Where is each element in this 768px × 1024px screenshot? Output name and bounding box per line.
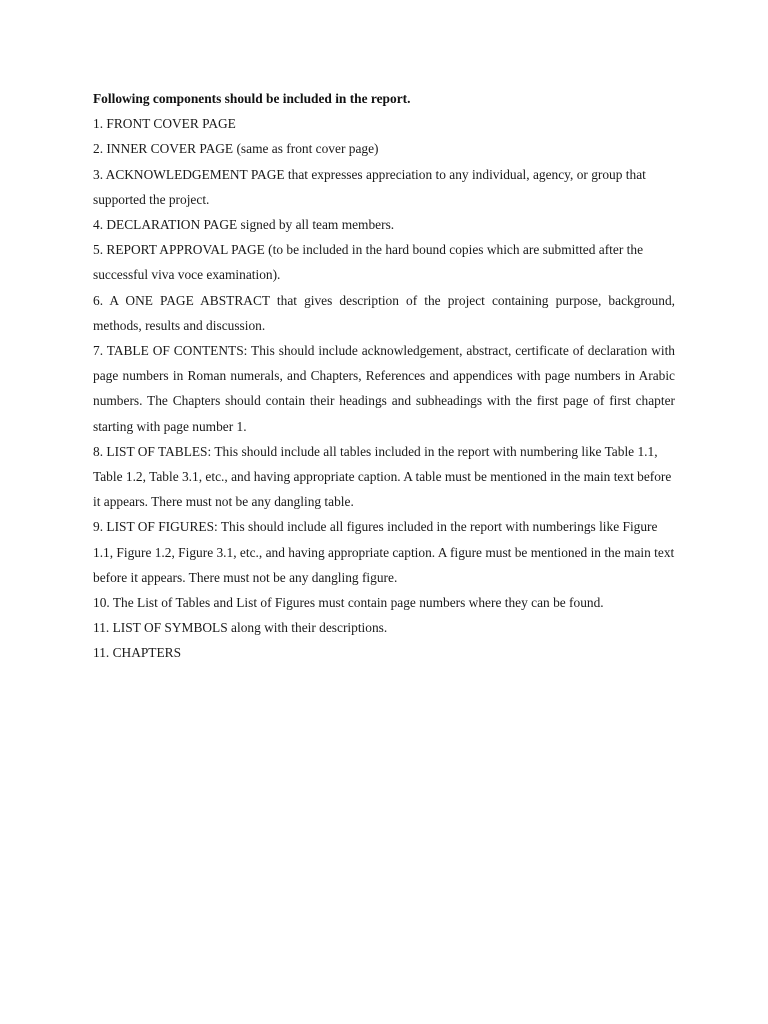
list-item-page-numbers: 10. The List of Tables and List of Figures must contain page numbers where they can be found. xyxy=(93,595,604,611)
list-item-list-of-figures: 9. LIST OF FIGURES: This should include all figures included in the report with numberings like Figure 1.1, Figure 1.2, Figure 3.1, etc., and having appropriate caption. A figure must be mentioned in the main text before it appears. There must not be any dangling figure. xyxy=(93,519,675,585)
list-item-list-of-tables: 8. LIST OF TABLES: This should include all tables included in the report with numbering like Table 1.1, Table 1.2, Table 3.1, etc., and having appropriate caption. A table must be mentioned in the main text before it appears. There must not be any dangling table. xyxy=(93,443,672,510)
list-item-table-of-contents: 7. TABLE OF CONTENTS: This should include acknowledgement, abstract, certificate of declaration with page numbers in Roman numerals, and Chapters, References and appendices with page numbers in Arabic numbers. The Chapters should contain their headings and subheadings with the first page of first chapter starting with page number 1. xyxy=(93,343,675,434)
list-item-acknowledgement: 3. ACKNOWLEDGEMENT PAGE that expresses appreciation to any individual, agency, or group that supported the project. xyxy=(93,166,646,207)
list-item-abstract: 6. A ONE PAGE ABSTRACT that gives description of the project containing purpose, background, methods, results and discussion. xyxy=(93,292,675,333)
list-item-report-approval: 5. REPORT APPROVAL PAGE (to be included in the hard bound copies which are submitted after the successful viva voce examination). xyxy=(93,242,644,283)
list-item-inner-cover: 2. INNER COVER PAGE (same as front cover page) xyxy=(93,141,379,157)
list-item-front-cover: 1. FRONT COVER PAGE xyxy=(93,116,236,132)
document-heading: Following components should be included in the report. xyxy=(93,91,411,106)
list-item-declaration: 4. DECLARATION PAGE signed by all team members. xyxy=(93,217,395,233)
list-item-list-of-symbols: 11. LIST OF SYMBOLS along with their descriptions. xyxy=(93,620,388,636)
document-body xyxy=(93,86,675,666)
list-item-chapters: 11. CHAPTERS xyxy=(93,645,182,661)
